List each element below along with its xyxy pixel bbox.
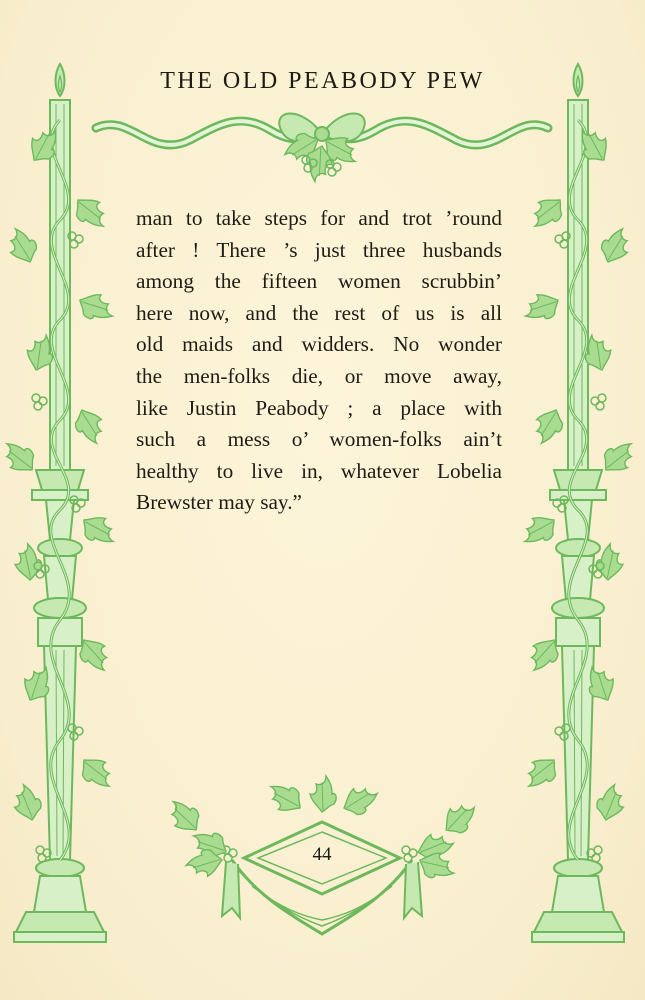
body-text bbox=[136, 203, 502, 519]
text-line: Brewster may say.” bbox=[136, 490, 302, 515]
right-candle-ornament bbox=[517, 64, 641, 942]
text-line: here now, and the rest of us is all bbox=[136, 300, 502, 325]
top-ribbon-bow-ornament bbox=[96, 113, 548, 182]
left-candle-ornament bbox=[0, 64, 121, 942]
text-line: among the fifteen women scrubbin’ bbox=[136, 269, 502, 294]
running-head: THE OLD PEABODY PEW bbox=[160, 68, 485, 94]
text-line: such a mess o’ women-folks ain’t bbox=[136, 427, 502, 452]
page-number: 44 bbox=[312, 844, 332, 865]
text-line: after ! There ’s just three husbands bbox=[136, 237, 502, 262]
text-line: old maids and widders. No wonder bbox=[136, 332, 502, 357]
text-line: healthy to live in, whatever Lobelia bbox=[136, 458, 502, 483]
text-line: like Justin Peabody ; a place with bbox=[136, 395, 502, 420]
text-line: man to take steps for and trot ’round bbox=[136, 206, 502, 230]
text-line: the men-folks die, or move away, bbox=[136, 363, 502, 388]
